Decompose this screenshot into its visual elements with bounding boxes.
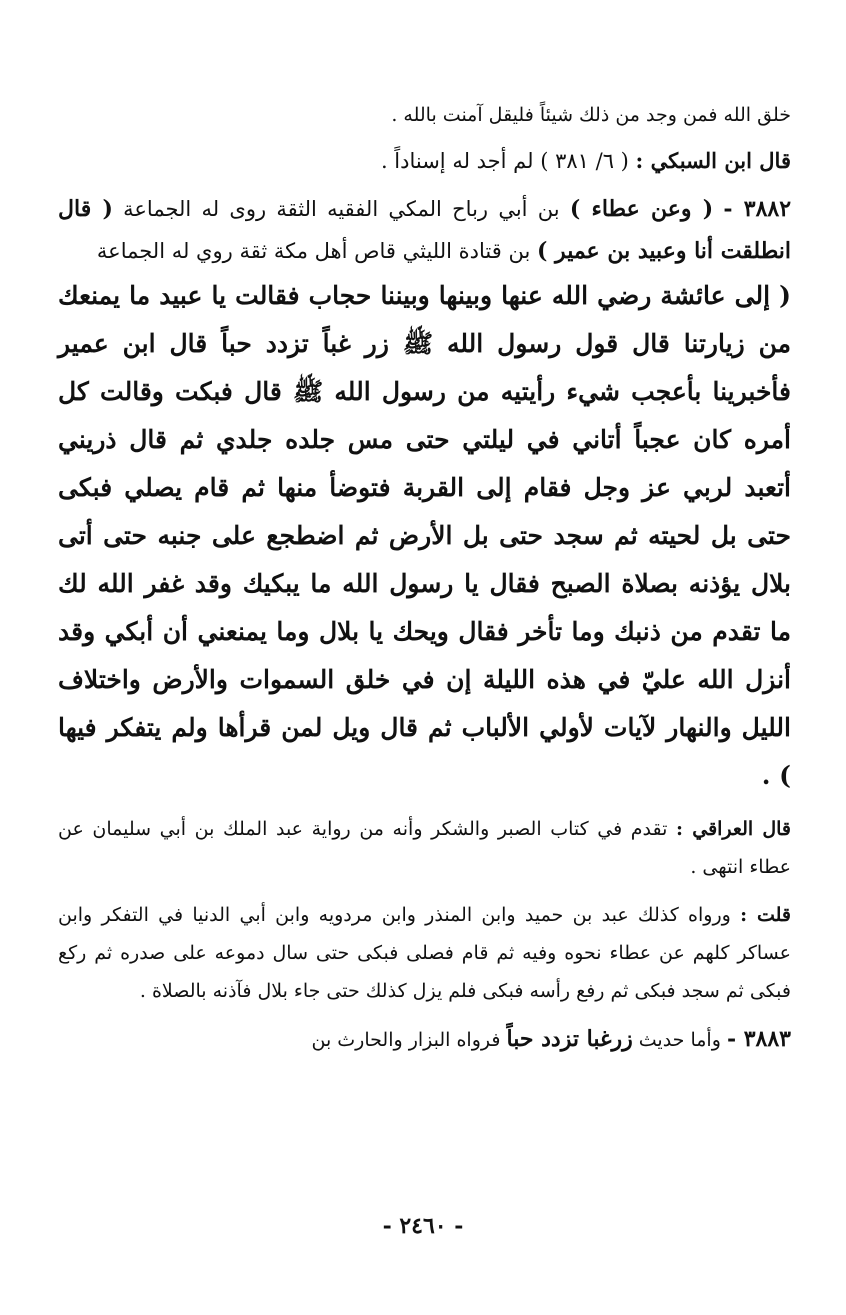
hadith-3883-number: ٣٨٨٣ - (726, 1026, 791, 1052)
hadith-3882 (58, 188, 791, 800)
qultu-paragraph (58, 896, 791, 1010)
subki-label: قال ابن السبكي : (635, 148, 791, 173)
qultu-label: قلت : (740, 904, 791, 926)
iraqi-label: قال العراقي : (676, 818, 792, 840)
page-number: - ٢٤٦٠ - (382, 1213, 464, 1239)
iraqi-paragraph (58, 810, 791, 886)
qultu-text: ورواه كذلك عبد بن حميد وابن المنذر وابن مردويه وابن أبي الدنيا في التفكر وابن عساكر كلهم عن عطاء نحوه وفيه ثم قام فصلى فبكى حتى سال دموعه على صدره ثم ركع فبكى ثم سجد فبكى ثم رفع رأسه فبكى فلم يزل كذلك حتى جاء بلال فآذنه بالصلاة . (58, 904, 791, 1002)
narrator-statement: ( قال انطلقت أنا وعبيد بن عمير ) (58, 196, 791, 264)
page-content (58, 96, 791, 1059)
hadith-3883-text-2: فرواه البزار والحارث بن (311, 1029, 501, 1051)
hadith-3882-intro (58, 188, 791, 272)
subki-text: ( ٦/ ٣٨١ ) لم أجد له إسناداً . (380, 149, 629, 173)
hadith-narrator: ( وعن عطاء ) (569, 196, 714, 222)
iraqi-text: تقدم في كتاب الصبر والشكر وأنه من رواية عبد الملك بن أبي سليمان عن عطاء انتهى . (58, 818, 791, 878)
hadith-3883-title: زرغبا تزدد حباً (506, 1026, 633, 1052)
hadith-number: ٣٨٨٢ - (723, 196, 792, 222)
narrator-description-2: بن قتادة الليثي قاص أهل مكة ثقة روي له الجماعة (96, 239, 531, 263)
top-line: خلق الله فمن وجد من ذلك شيئاً فليقل آمنت بالله . (391, 104, 791, 126)
subki-paragraph (58, 140, 791, 182)
hadith-3883 (58, 1020, 791, 1059)
hadith-3883-text-1: وأما حديث (638, 1029, 721, 1051)
narrator-description: بن أبي رباح المكي الفقيه الثقة روى له الجماعة (123, 197, 560, 221)
hadith-3882-body: ( إلى عائشة رضي الله عنها وبينها وبيننا حجاب فقالت يا عبيد ما يمنعك من زيارتنا قال قول رسول الله ﷺ زر غباً تزدد حباً قال ابن عمير فأخبرينا بأعجب شيء رأيتيه من رسول الله ﷺ قال فبكت وقالت كل أمره كان عجباً أتاني في ليلتي حتى مس جلده جلدي ثم قال ذريني أتعبد لربي عز وجل فقام إلى القربة فتوضأ منها ثم قام يصلي فبكى حتى بل لحيته ثم سجد حتى بل الأرض ثم اضطجع على جنبه حتى أتى بلال يؤذنه بصلاة الصبح فقال يا رسول الله ما يبكيك وقد غفر الله لك ما تقدم من ذنبك وما تأخر فقال ويحك يا بلال وما يمنعني أن أبكي وقد أنزل الله عليّ في هذه الليلة إن في خلق السموات والأرض واختلاف الليل والنهار لآيات لأولي الألباب ثم قال ويل لمن قرأها ولم يتفكر فيها ) . (58, 281, 791, 790)
